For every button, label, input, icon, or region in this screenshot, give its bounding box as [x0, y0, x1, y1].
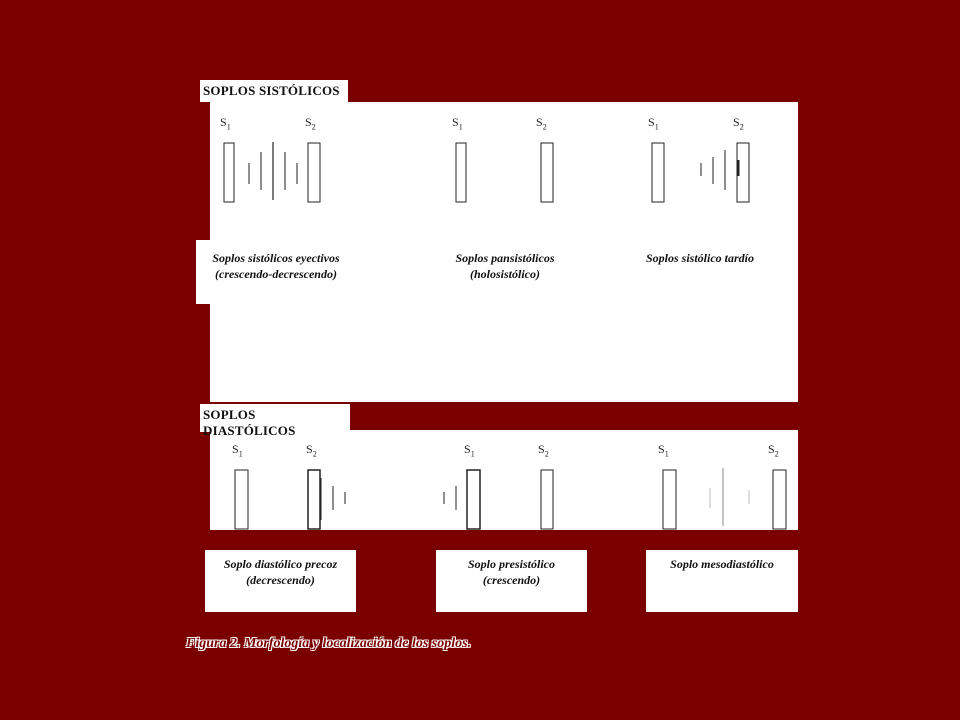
pansystolic-caption: Soplos pansistólicos (holosistólico): [455, 251, 555, 281]
late-systolic-diagram: [652, 143, 749, 202]
presystolic-caption: Soplo presistólico (crescendo): [467, 557, 555, 587]
systolic-ejection-caption: Soplos sistólicos eyectivos (crescendo-decrescendo): [212, 251, 340, 281]
figure-caption: Figura 2. Morfología y localización de los soplos.: [186, 636, 472, 651]
late-systolic-caption: Soplos sistólico tardío: [645, 251, 755, 265]
presystolic-diagram: [444, 470, 553, 529]
diastolic-3-s2-label: $S_2$: [768, 442, 779, 459]
systolic-heading: SOPLOS SISTÓLICOS: [200, 80, 348, 102]
presystolic-caption-box: [436, 550, 587, 612]
mid-diastolic-diagram: [663, 468, 786, 529]
diastolic-2-s1-label: $S_1$: [464, 442, 475, 459]
pansystolic-diagram: [456, 143, 553, 202]
systolic-1-s2-label: $S_2$: [305, 115, 316, 132]
diastolic-heading: SOPLOS DIASTÓLICOS: [200, 404, 350, 432]
systolic-2-s2-label: $S_2$: [536, 115, 547, 132]
diastolic-3-s1-label: $S_1$: [658, 442, 669, 459]
early-diastolic-caption: Soplo diastólico precoz (decrescendo): [223, 557, 338, 587]
systolic-2-s1-label: $S_1$: [452, 115, 463, 132]
diastolic-2-s2-label: $S_2$: [538, 442, 549, 459]
systolic-3-s2-label: $S_2$: [733, 115, 744, 132]
mid-diastolic-caption: Soplo mesodiastólico: [670, 557, 774, 571]
diastolic-1-s1-label: $S_1$: [232, 442, 243, 459]
systolic-ejection-diagram: [224, 142, 320, 202]
diastolic-1-s2-label: $S_2$: [306, 442, 317, 459]
mid-diastolic-caption-box: [646, 550, 798, 612]
systolic-3-s1-label: $S_1$: [648, 115, 659, 132]
early-diastolic-caption-box: [205, 550, 356, 612]
early-diastolic-diagram: [235, 470, 345, 529]
systolic-1-s1-label: $S_1$: [220, 115, 231, 132]
